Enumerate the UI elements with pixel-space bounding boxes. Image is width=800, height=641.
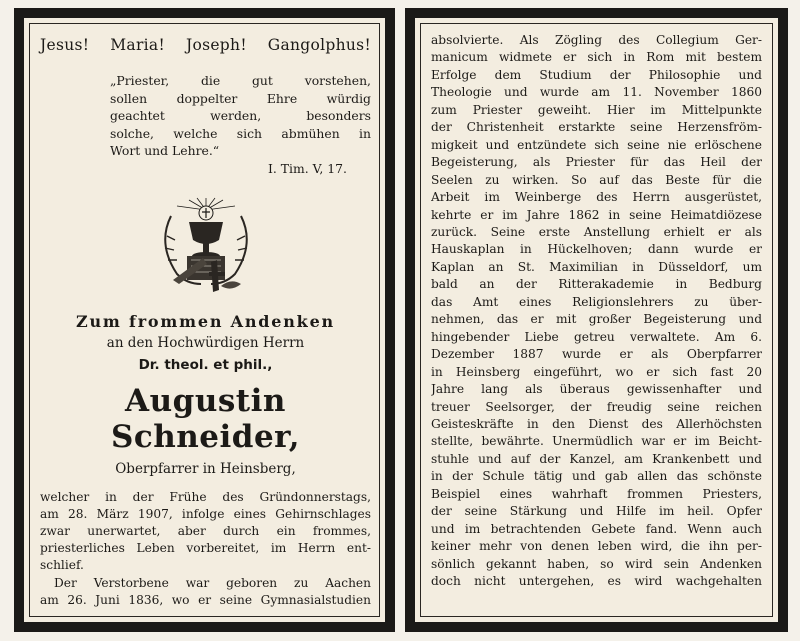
bio-line: Erfolge dem Studium der Philosophie und [431,67,762,82]
bio-line: zurück. Seine erste Anstellung erhielt er als [431,224,762,239]
bio-line: zwar unerwartet, aber durch ein frommes, [40,523,371,538]
bio-line: schlief. [40,558,84,573]
bio-line: Theologie und wurde am 11. November 1860 [431,85,762,100]
left-page-inner [24,18,385,622]
bio-line: das Amt eines Religionslehrers zu über- [431,294,762,309]
bio-line: keiner mehr von denen leben wird, die ihn per- [431,539,762,554]
bio-line: Jahre lang als überaus gewissenhafter und [431,382,762,397]
bio-line: Begeisterung, als Priester für das Heil der [431,155,762,170]
bio-line: zum Priester geweiht. Hier im Mittelpunkte [431,102,762,117]
invocation-maria: Maria! [110,36,165,54]
bio-line: migkeit und entzündete sich seine nie erlöschene [431,137,762,152]
biography-continued [431,32,762,612]
bible-quote [110,72,371,160]
bio-line: stellte, bewährte. Unermüdlich war er im Beicht- [431,434,762,449]
bio-line: Hauskaplan in Hückelhoven; dann wurde er [431,242,762,257]
bio-line: Arbeit im Weinberge des Herrn ausgerüstet, [431,190,762,205]
right-page [405,8,788,632]
bio-line: doch nicht untergehen, es wird wachgehalten [431,574,762,589]
bio-line: hingebender Liebe getreu verwaltete. Am 6. [431,329,762,344]
invocation-joseph: Joseph! [185,36,247,54]
bio-line: in Heinsberg eingeführt, wo er sich fast 20 [431,364,762,379]
invocation-gangolphus: Gangolphus! [267,36,371,54]
bio-line: manicum widmete er sich in Rom mit bestem [431,50,762,65]
bio-line: priesterliches Leben vorbereitet, im Herrn ent- [40,541,371,556]
bio-line: absolvierte. Als Zögling des Collegium Ger- [431,33,762,47]
bio-line: und im betrachtenden Gebete fand. Wenn auch [431,521,762,536]
bio-line: bald an der Ritterakademie in Bedburg [431,277,762,292]
bio-line: in der Schule tätig und gab allen das schönste [431,469,762,484]
quote-reference: I. Tim. V, 17. [268,160,347,176]
bio-line: der seine Stärkung und Hilfe im heil. Opfer [431,504,762,519]
deceased-name: Augustin Schneider, [110,382,301,455]
memorial-title: Zum frommen Andenken [76,311,335,331]
bio-line: nehmen, das er mit großer Begeisterung und [431,312,762,327]
bio-line: Dezember 1887 wurde er als Oberpfarrer [431,347,762,362]
bio-line: am 26. Juni 1836, wo er seine Gymnasialstudien [40,592,371,607]
deceased-role: Oberpfarrer in Heinsberg, [115,460,296,477]
bio-line: welcher in der Frühe des Gründonnerstags, [40,489,371,504]
chalice-emblem-icon [151,196,261,296]
bio-line: Der Verstorbene war geboren zu Aachen [54,575,371,590]
bio-line: kehrte er im Jahre 1862 in seine Heimatdiözese [431,207,762,222]
quote-line: Wort und Lehre.“ [110,143,220,159]
quote-line: solche, welche sich abmühen in [110,125,371,141]
bio-line: treuer Seelsorger, der freudig seine reichen [431,399,762,414]
academic-degree: Dr. theol. et phil., [138,356,273,373]
bio-line: Kaplan an St. Maximilian in Düsseldorf, um [431,259,762,274]
bio-line: der Christenheit erstarkte seine Herzensfröm- [431,120,762,135]
biography-start [40,489,371,609]
bio-line: sönlich gekannt haben, so wird sein Andenken [431,556,762,571]
bio-line: Geisteskräfte in den Dienst des Allerhöchsten [431,416,762,431]
bio-line: am 28. März 1907, infolge eines Gehirnschlages [40,506,371,521]
left-page [14,8,395,632]
quote-line: „Priester, die gut vorstehen, [110,73,371,88]
invocation-line [40,36,371,54]
quote-line: geachtet werden, besonders [110,108,371,124]
quote-line: sollen doppelter Ehre würdig [110,90,371,106]
invocation-jesus: Jesus! [40,36,90,54]
memorial-subtitle: an den Hochwürdigen Herrn [106,334,305,351]
left-content [40,34,371,612]
right-page-inner [415,18,778,622]
bio-line: Seelen zu wirken. So auf das Beste für die [431,172,762,187]
bio-line: Beispiel eines wahrhaft frommen Priesters, [431,486,762,501]
bio-line: stuhle und auf der Kanzel, am Krankenbett und [431,451,762,466]
